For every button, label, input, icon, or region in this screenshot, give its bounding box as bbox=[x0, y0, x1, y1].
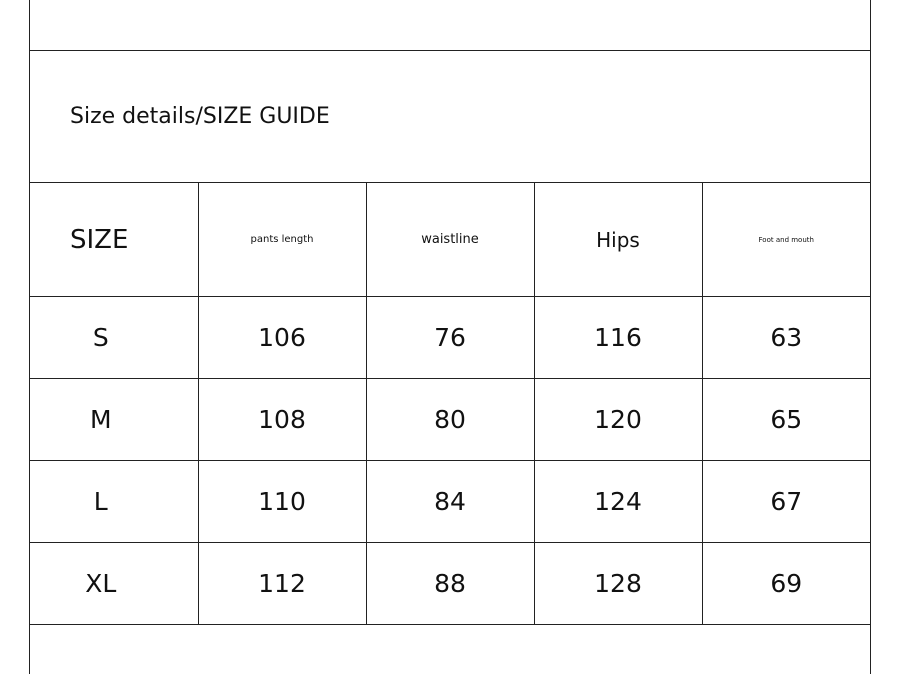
cell-size: M bbox=[30, 379, 198, 461]
cell-foot-and-mouth: 69 bbox=[702, 543, 870, 625]
cell-size: L bbox=[30, 461, 198, 543]
size-guide-sheet bbox=[29, 0, 871, 674]
cell-hips: 120 bbox=[534, 379, 702, 461]
divider bbox=[30, 50, 870, 51]
table-row bbox=[30, 461, 870, 543]
header-foot-and-mouth: Foot and mouth bbox=[702, 183, 870, 297]
table-row bbox=[30, 543, 870, 625]
cell-foot-and-mouth: 67 bbox=[702, 461, 870, 543]
cell-waistline: 80 bbox=[366, 379, 534, 461]
header-size: SIZE bbox=[30, 183, 198, 297]
cell-size: XL bbox=[30, 543, 198, 625]
table-row bbox=[30, 297, 870, 379]
cell-waistline: 88 bbox=[366, 543, 534, 625]
cell-hips: 116 bbox=[534, 297, 702, 379]
table-row bbox=[30, 379, 870, 461]
cell-pants-length: 106 bbox=[198, 297, 366, 379]
cell-size: S bbox=[30, 297, 198, 379]
header-waistline: waistline bbox=[366, 183, 534, 297]
cell-hips: 128 bbox=[534, 543, 702, 625]
cell-hips: 124 bbox=[534, 461, 702, 543]
cell-waistline: 76 bbox=[366, 297, 534, 379]
cell-pants-length: 108 bbox=[198, 379, 366, 461]
cell-foot-and-mouth: 65 bbox=[702, 379, 870, 461]
header-pants-length: pants length bbox=[198, 183, 366, 297]
cell-foot-and-mouth: 63 bbox=[702, 297, 870, 379]
size-table bbox=[30, 182, 870, 625]
header-hips: Hips bbox=[534, 183, 702, 297]
cell-waistline: 84 bbox=[366, 461, 534, 543]
cell-pants-length: 110 bbox=[198, 461, 366, 543]
table-header-row bbox=[30, 183, 870, 297]
cell-pants-length: 112 bbox=[198, 543, 366, 625]
size-guide-title: Size details/SIZE GUIDE bbox=[70, 104, 330, 129]
